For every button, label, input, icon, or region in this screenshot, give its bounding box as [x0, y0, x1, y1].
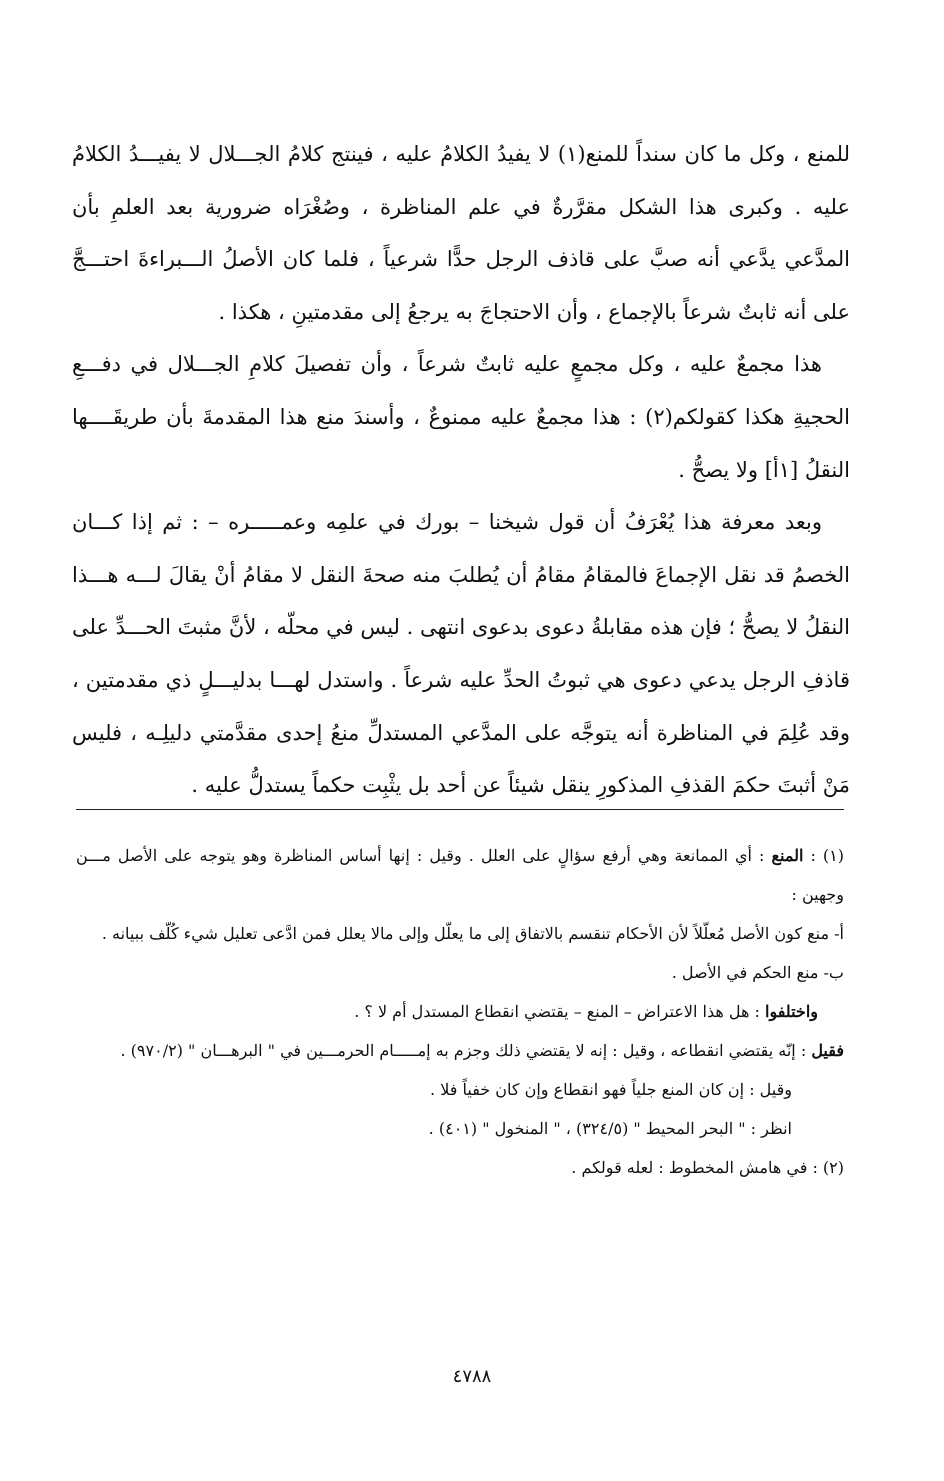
footnote-1	[76, 836, 844, 914]
footnote-1-text: : أي الممانعة وهي أرفع سؤالٍ على العلل . وقيل : إنها أساس المناظرة وهو يتوجه على الأصل مـــن وجهين :	[76, 846, 844, 904]
paragraph-3: وبعد معرفة هذا يُعْرَفُ أن قول شيخنا – بورك في علمِه وعمـــــره – : ثم إذا كـــان الخصمُ قد نقل الإجماعَ فالمقامُ مقامُ أن يُطلبَ منه صحةَ النقل لا مقامُ أنْ يقالَ لـــه هـــذا النقلُ لا يصحُّ ؛ فإن هذه مقابلةُ دعوى بدعوى انتهى . ليس في محلّه ، لأنَّ مثبتَ الحـــدِّ على قاذفِ الرجل يدعي دعوى هي ثبوتُ الحدِّ عليه شرعاً . واستدل لهـــا بدليـــلٍ ذي مقدمتين ، وقد عُلِمَ في المناظرة أنه يتوجَّه على المدَّعي المستدلِّ منعُ إحدى مقدَّمتي دليلِـه ، فليس مَنْ أثبتَ حكمَ القذفِ المذكورِ ينقل شيئاً عن أحد بل يثْبِت حكماً يستدلُّ عليه .	[72, 510, 850, 798]
footnote-1-marker: (١) :	[803, 846, 845, 865]
footnote-1-opinion-term: فقيل	[811, 1041, 844, 1060]
footnote-2: (٢) : في هامش المخطوط : لعله قولكم .	[571, 1158, 844, 1177]
footnotes	[76, 836, 844, 1187]
paragraph-2: هذا مجمعٌ عليه ، وكل مجمعٍ عليه ثابتٌ شرعاً ، وأن تفصيلَ كلامِ الجـــلال في دفـــعِ الحجيةِ هكذا كقولكم(٢) : هذا مجمعٌ عليه ممنوعٌ ، وأسندَ منع هذا المقدمةَ بأن طريقَــــها النقلُ [١أ] ولا يصحُّ .	[72, 352, 850, 482]
footnote-1-item-b: ب- منع الحكم في الأصل .	[671, 963, 844, 982]
paragraph-1: للمنع ، وكل ما كان سنداً للمنع(١) لا يفيدُ الكلامُ عليه ، فينتج كلامُ الجـــلال لا يفيـــدُ الكلامُ عليه . وكبرى هذا الشكل مقرَّرةٌ في علم المناظرة ، وصُغْرَاه ضرورية بعد العلمِ بأن المدَّعي يدَّعي أنه صبَّ على قاذف الرجل حدًّا شرعياً ، فلما كان الأصلُ الـــبراءةَ احتـــجَّ على أنه ثابتٌ شرعاً بالإجماع ، وأن الاحتجاجَ به يرجعُ إلى مقدمتينِ ، هكذا .	[72, 142, 850, 324]
footnote-1-third-opinion: وقيل : إن كان المنع جلياً فهو انقطاع وإن كان خفياً فلا .	[430, 1080, 792, 1099]
footnote-1-opinion	[76, 1031, 844, 1070]
footnote-1-item-a: أ- منع كون الأصل مُعلّلاً لأن الأحكام تنقسم بالاتفاق إلى ما يعلّل وإلى مالا يعلل فمن ادَّعى تعليل شيء كُلّف ببيانه .	[101, 924, 844, 943]
footnote-1-references: انظر : " البحر المحيط " (٣٢٤/٥) ، " المنخول " (٤٠١) .	[428, 1119, 792, 1138]
footnote-separator	[76, 809, 844, 810]
main-text	[72, 128, 850, 812]
page-number: ٤٧٨٨	[452, 1366, 492, 1387]
footnote-1-term: المنع	[771, 846, 804, 865]
footnote-1-opinion-text: : إنّه يقتضي انقطاعه ، وقيل : إنه لا يقتضي ذلك وجزم به إمـــــام الحرمـــين في " البرهـــان " (٩٧٠/٢) .	[120, 1041, 812, 1060]
footnote-1-disagreement	[76, 992, 844, 1031]
footnote-1-disagreement-term: واختلفوا	[765, 1002, 818, 1021]
footnote-1-disagreement-text: : هل هذا الاعتراض – المنع – يقتضي انقطاع المستدل أم لا ؟ .	[354, 1002, 765, 1021]
